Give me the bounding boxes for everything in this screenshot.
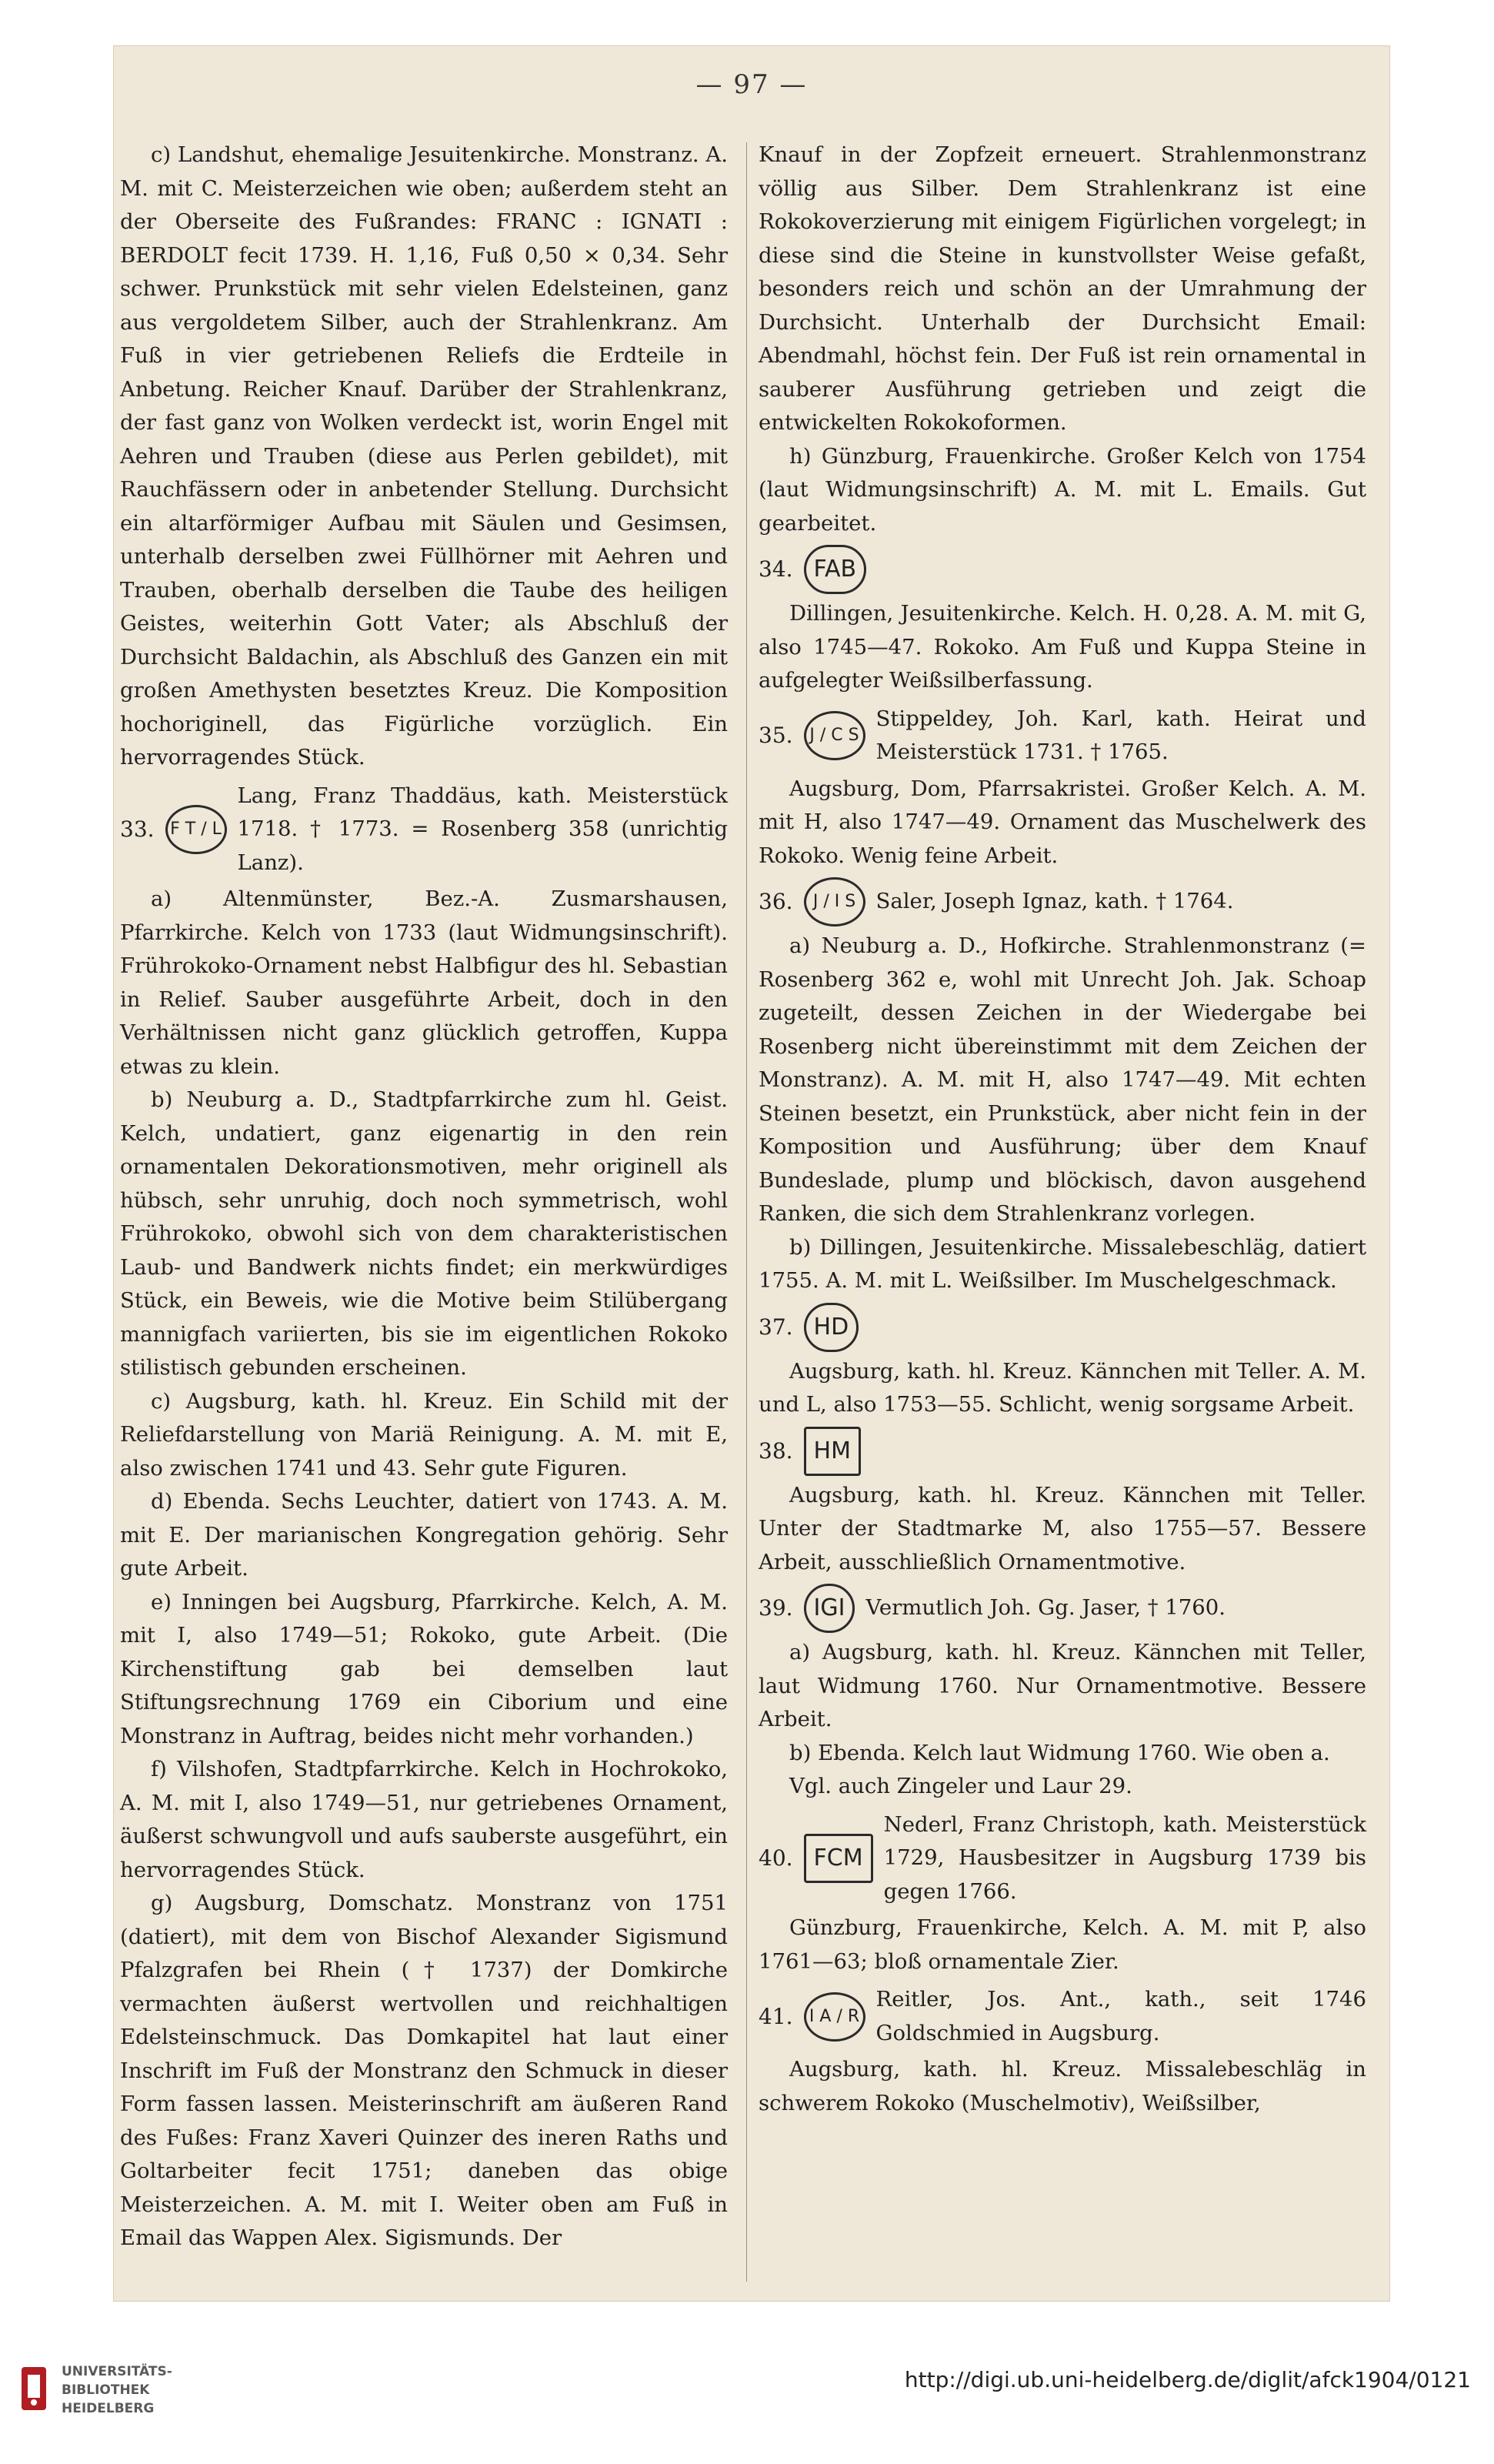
footer-bar [0,2332,1494,2464]
mark-entry [759,545,1366,594]
hallmark-stamp: FAB [804,545,867,594]
paragraph: Augsburg, Dom, Pfarrsakristei. Großer Kelch. A. M. mit H, also 1747—49. Ornament das Muschelwerk des Rokoko. Wenig feine Arbeit. [759,776,1366,868]
mark-entry [759,877,1366,927]
entry-number: 40. [759,1845,793,1871]
entry-number: 39. [759,1595,793,1621]
paragraph: b) Dillingen, Jesuitenkirche. Missalebeschläg, datiert 1755. A. M. mit L. Weißsilber. Im Muschelgeschmack. [759,1234,1366,1293]
library-name-line: UNIVERSITÄTS- [62,2364,172,2379]
entry-text: Stippeldey, Joh. Karl, kath. Heirat und Meisterstück 1731. † 1765. [875,706,1366,764]
library-name-line: HEIDELBERG [62,2401,155,2416]
mark-entry [759,1427,1366,1476]
hallmark-stamp: F T / L [165,805,227,854]
paragraph: Augsburg, kath. hl. Kreuz. Missalebeschläg in schwerem Rokoko (Muschelmotiv), Weißsilber, [759,2057,1366,2115]
entry-number: 34. [759,556,793,583]
mark-entry [759,1584,1366,1633]
hallmark-stamp: FCM [804,1834,873,1883]
page-number: — 97 — [695,69,808,100]
paragraph: a) Augsburg, kath. hl. Kreuz. Kännchen mit Teller, laut Widmung 1760. Nur Ornamentmotive. Bessere Arbeit. [759,1640,1366,1731]
paragraph: a) Neuburg a. D., Hofkirche. Strahlenmonstranz (= Rosenberg 362 e, wohl mit Unrecht Joh. Jak. Schoap zugeteilt, dessen Zeichen in der Wiedergabe bei Rosenberg nicht übereinstimmt mit dem Zeichen der Monstranz). A. M. mit H, also 1747—49. Mit echten Steinen besetzt, ein Prunkstück, aber nicht fein in der Komposition und Ausführung; über dem Knauf Bundesladе, plump und blöckisch, davon ausgehend Ranken, die sich dem Strahlenkranz vorlegen. [759,933,1366,1226]
source-url-link[interactable]: http://digi.ub.uni-heidelberg.de/diglit/afck1904/0121 [904,2367,1471,2392]
entry-text: Saler, Joseph Ignaz, kath. † 1764. [875,889,1234,914]
hallmark-stamp: IGI [804,1584,855,1633]
library-name-line: BIBLIOTHEK [62,2382,150,2398]
entry-number: 38. [759,1437,793,1464]
paragraph: Dillingen, Jesuitenkirche. Kelch. H. 0,28. A. M. mit G, also 1745—47. Rokoko. Am Fuß und Kuppa Steine in aufgelegter Weißsilberfassung. [759,601,1366,693]
library-name [62,2362,172,2418]
paragraph: Augsburg, kath. hl. Kreuz. Kännchen mit Teller. Unter der Stadtmarke M, also 1755—57. Bessere Arbeit, ausschließlich Ornamentmotive. [759,1482,1366,1574]
paragraph: Günzburg, Frauenkirche, Kelch. A. M. mit P, also 1761—63; bloß ornamentale Zier. [759,1915,1366,1974]
entry-text: Lang, Franz Thaddäus, kath. Meisterstück 1718. † 1773. = Rosenberg 358 (unrichtig Lanz). [237,783,728,875]
entry-number: 33. [120,816,155,842]
paragraph: Knauf in der Zopfzeit erneuert. Strahlenmonstranz völlig aus Silber. Dem Strahlenkranz ist eine Rokokoverzierung mit einigem Figürlichen vorgelegt; in diese sind die Steine in kunstvollster Weise gefaßt, besonders reich und schön an der Umrahmung der Durchsicht. Unterhalb der Durchsicht Email: Abendmahl, höchst fein. Der Fuß ist rein ornamental in sauberer Ausführung getrieben und zeigt die entwickelten Rokokoformen. [759,142,1366,435]
entry-number: 41. [759,2003,793,2029]
hallmark-stamp: HD [804,1303,859,1352]
paragraph: d) Ebenda. Sechs Leuchter, datiert von 1743. A. M. mit E. Der marianischen Kongregation gehörig. Sehr gute Arbeit. [120,1489,728,1581]
scanned-page [114,46,1389,2301]
paragraph: a) Altenmünster, Bez.-A. Zusmarshausen, Pfarrkirche. Kelch von 1733 (laut Widmungsinschrift). Frührokoko-Ornament nebst Halbfigur des hl. Sebastian in Relief. Sauber ausgeführte Arbeit, doch in den Verhältnissen nicht ganz glücklich getroffen, Kuppa etwas zu klein. [120,886,728,1079]
entry-text: Nederl, Franz Christoph, kath. Meisterstück 1729, Hausbesitzer in Augsburg 1739 bis gegen 1766. [883,1811,1366,1904]
hallmark-stamp: HM [804,1427,861,1476]
paragraph: h) Günzburg, Frauenkirche. Großer Kelch von 1754 (laut Widmungsinschrift) A. M. mit L. Emails. Gut gearbeitet. [759,443,1366,536]
paragraph: b) Neuburg a. D., Stadtpfarrkirche zum hl. Geist. Kelch, undatiert, ganz eigenartig in den rein ornamentalen Dekorationsmotiven, mehr originell als hübsch, sehr unruhig, doch noch symmetrisch, wohl Frührokoko, obwohl sich von dem charakteristischen Laub- und Bandwerk nichts findet; ein merkwürdiges Stück, ein Beweis, wie die Motive beim Stilübergang mannigfach variierten, bis sie im eigentlichen Rokoko stilistisch gebunden erscheinen. [120,1087,728,1380]
hallmark-stamp: I A / R [804,1992,865,2042]
mark-entry [759,1983,1366,2050]
entry-number: 36. [759,889,793,915]
paragraph: g) Augsburg, Domschatz. Monstranz von 1751 (datiert), mit dem von Bischof Alexander Sigismund Pfalzgrafen bei Rhein († 1737) der Domkirche vermachten äußerst wertvollen und reichhaltigen Edelsteinschmuck. Das Domkapitel hat laut einer Inschrift im Fuß der Monstranz den Schmuck in dieser Form fassen lassen. Meisterinschrift am äußeren Rand des Fußes: Franz Xaveri Quinzer des ineren Raths und Goltarbeiter fecit 1751; daneben das obige Meisterzeichen. A. M. mit I. Weiter oben am Fuß in Email das Wappen Alex. Sigismunds. Der [120,1891,728,2250]
entry-number: 35. [759,723,793,749]
column-divider [746,142,747,2282]
mark-entry [759,1808,1366,1909]
entry-text: Vermutlich Joh. Gg. Jaser, † 1760. [865,1595,1226,1621]
paragraph: Vgl. auch Zingeler und Laur 29. [789,1774,1132,1798]
paragraph: c) Landshut, ehemalige Jesuitenkirche. Monstranz. A. M. mit C. Meisterzeichen wie oben; außerdem steht an der Oberseite des Fußrandes: FRANC : IGNATI : BERDOLT fecit 1739. H. 1,16, Fuß 0,50 × 0,34. Sehr schwer. Prunkstück mit sehr vielen Edelsteinen, ganz aus vergoldetem Silber, auch der Strahlenkranz. Am Fuß in vier getriebenen Reliefs die Erdteile in Anbetung. Reicher Knauf. Darüber der Strahlenkranz, der fast ganz von Wolken verdeckt ist, worin Engel mit Aehren und Trauben (diese aus Perlen gebildet), mit Rauchfässern oder in anbetender Stellung. Durchsicht ein altarförmiger Aufbau mit Säulen und Gesimsen, unterhalb derselben zwei Füllhörner mit Aehren und Trauben, oberhalb derselben die Taube des heiligen Geistes, weiterhin Gott Vater; als Abschluß der Durchsicht Baldachin, als Abschluß des Ganzen ein mit großen Amethysten besetztes Kreuz. Die Komposition hochoriginell, das Figürliche vorzüglich. Ein hervorragendes Stück. [120,142,728,770]
paragraph: c) Augsburg, kath. hl. Kreuz. Ein Schild mit der Reliefdarstellung von Mariä Reinigung. A. M. mit E, also zwischen 1741 und 43. Sehr gute Figuren. [120,1388,728,1481]
paragraph: f) Vilshofen, Stadtpfarrkirche. Kelch in Hochrokoko, A. M. mit I, also 1749—51, nur getriebenes Ornament, äußerst schwungvoll und aufs sauberste ausgeführt, ein hervorragendes Stück. [120,1757,728,1882]
entry-text: Reitler, Jos. Ant., kath., seit 1746 Goldschmied in Augsburg. [875,1987,1366,2045]
paragraph: e) Inningen bei Augsburg, Pfarrkirche. Kelch, A. M. mit I, also 1749—51; Rokoko, gute Arbeit. (Die Kirchenstiftung gab bei demselben laut Stiftungsrechnung 1769 ein Ciborium und eine Monstranz in Auftrag, beides nicht mehr vorhanden.) [120,1589,728,1748]
paragraph: b) Ebenda. Kelch laut Widmung 1760. Wie oben a. [789,1740,1330,1765]
hallmark-stamp: J / C S [804,711,865,760]
hallmark-stamp: J / I S [804,877,865,927]
mark-entry [759,703,1366,770]
mark-entry [120,780,728,880]
mark-entry [759,1303,1366,1352]
right-column [759,139,1366,2120]
paragraph: Augsburg, kath. hl. Kreuz. Kännchen mit Teller. A. M. und L, also 1753—55. Schlicht, wenig sorgsame Arbeit. [759,1358,1366,1417]
university-seal-icon [17,2364,51,2413]
entry-number: 37. [759,1314,793,1340]
left-column [120,139,728,2255]
